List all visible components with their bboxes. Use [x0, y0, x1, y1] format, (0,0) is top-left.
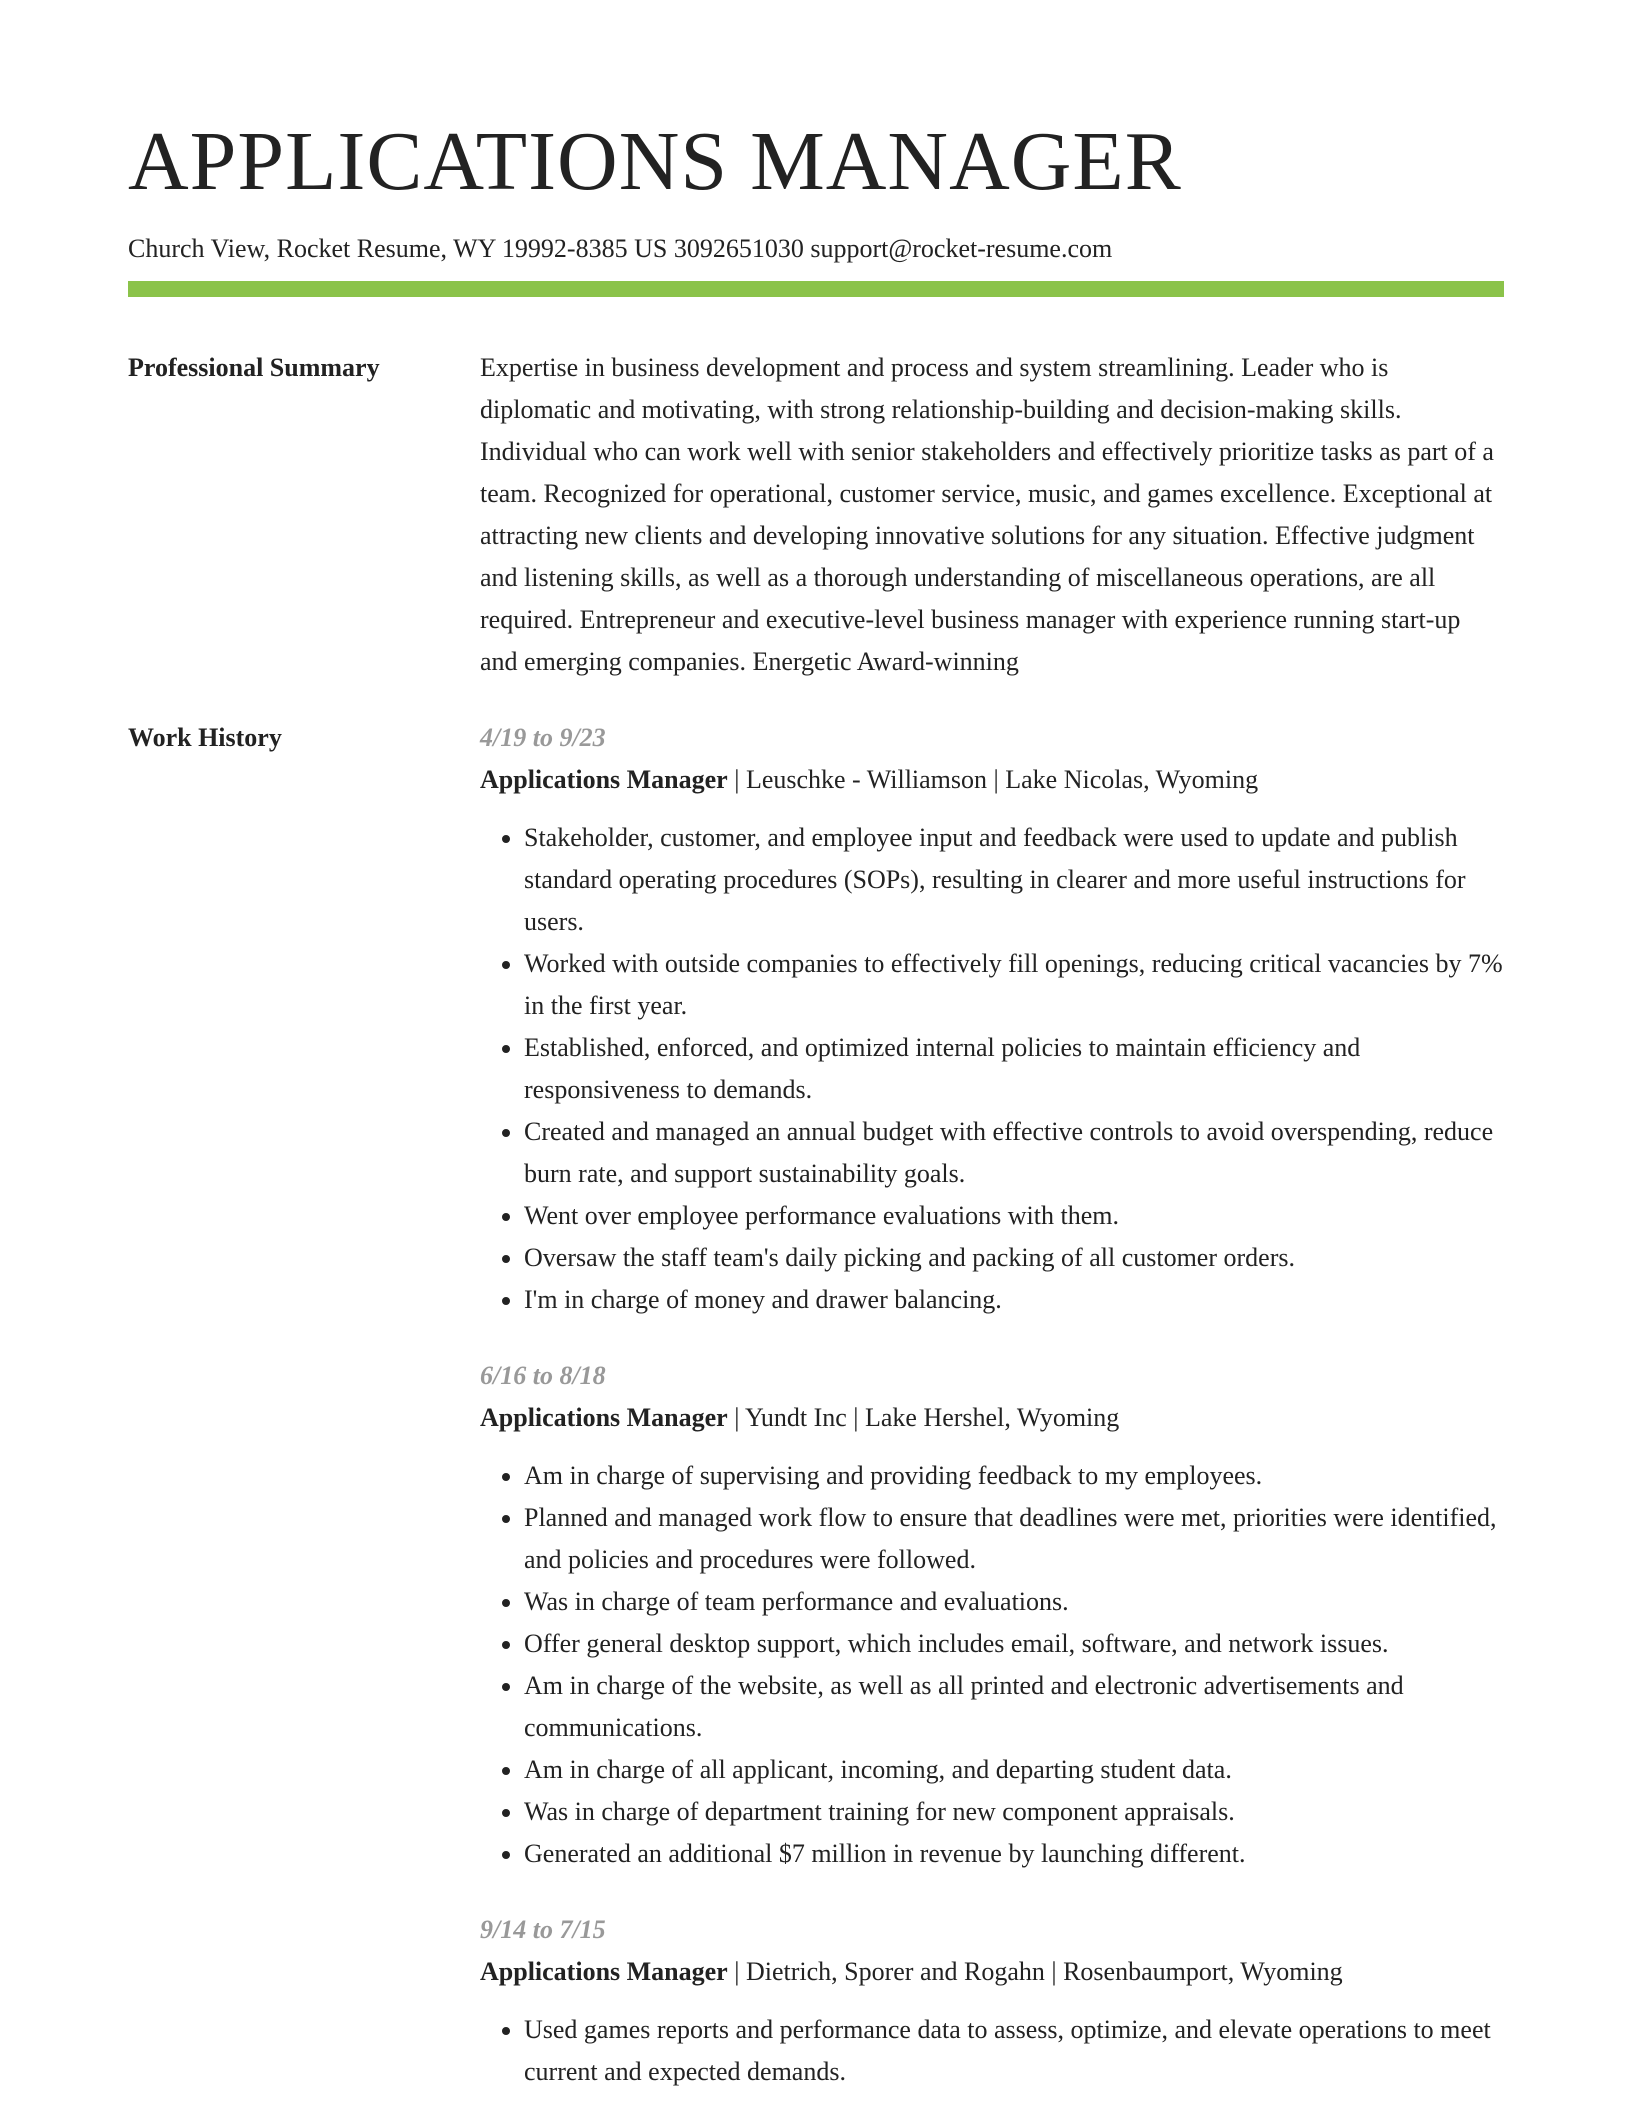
job-bullet-list — [480, 2009, 1504, 2093]
resume-name-heading: APPLICATIONS MANAGER — [128, 115, 1182, 208]
job-bullet: • Used games reports and performance data to assess, optimize, and elevate operations to meet current and expected demands. — [524, 2009, 1504, 2093]
job-bullet-list — [480, 1455, 1504, 1875]
job-details: | Yundt Inc | Lake Hershel, Wyoming — [727, 1403, 1120, 1432]
job-heading — [480, 1397, 1504, 1439]
job-bullet: • Was in charge of department training for new component appraisals. — [524, 1791, 1504, 1833]
job-bullet: • Am in charge of supervising and providing feedback to my employees. — [524, 1455, 1504, 1497]
job-bullet: • Went over employee performance evaluations with them. — [524, 1195, 1504, 1237]
job-heading — [480, 759, 1504, 801]
work-history-body — [480, 717, 1504, 2093]
job-bullet: • Oversaw the staff team's daily picking and packing of all customer orders. — [524, 1237, 1504, 1279]
job-dates: 6/16 to 8/18 — [480, 1361, 606, 1390]
job-bullet: • Generated an additional $7 million in revenue by launching different. — [524, 1833, 1504, 1875]
job-heading — [480, 1951, 1504, 1993]
job-dates: 4/19 to 9/23 — [480, 723, 606, 752]
job-bullet: • Established, enforced, and optimized internal policies to maintain efficiency and responsiveness to demands. — [524, 1027, 1504, 1111]
header-divider — [128, 281, 1504, 297]
summary-section-label: Professional Summary — [128, 353, 380, 382]
job-entry — [480, 1355, 1504, 1875]
summary-section-body — [480, 347, 1504, 683]
job-title: Applications Manager — [480, 1403, 728, 1432]
job-bullet: • Worked with outside companies to effectively fill openings, reducing critical vacancies by 7% in the first year. — [524, 943, 1504, 1027]
work-history-section-label: Work History — [128, 723, 282, 752]
job-dates: 9/14 to 7/15 — [480, 1915, 606, 1944]
job-entry — [480, 717, 1504, 1321]
job-bullet: • Am in charge of all applicant, incoming, and departing student data. — [524, 1749, 1504, 1791]
job-title: Applications Manager — [480, 765, 728, 794]
job-bullet: • Planned and managed work flow to ensure that deadlines were met, priorities were identified, and policies and procedures were followed. — [524, 1497, 1504, 1581]
job-entry — [480, 1909, 1504, 2093]
job-bullet: • Was in charge of team performance and evaluations. — [524, 1581, 1504, 1623]
summary-text: Expertise in business development and process and system streamlining. Leader who is diplomatic and motivating, with strong relationship-building and decision-making skills. Individual who can work well with senior stakeholders and effectively prioritize tasks as part of a team. Recognized for operational, customer service, music, and games excellence. Exceptional at attracting new clients and developing innovative solutions for any situation. Effective judgment and listening skills, as well as a thorough understanding of miscellaneous operations, are all required. Entrepreneur and executive-level business manager with experience running start-up and emerging companies. Energetic Award-winning — [480, 353, 1494, 676]
job-bullet: • Stakeholder, customer, and employee input and feedback were used to update and publish standard operating procedures (SOPs), resulting in clearer and more useful instructions for users. — [524, 817, 1504, 943]
job-bullet: • Offer general desktop support, which includes email, software, and network issues. — [524, 1623, 1504, 1665]
work-history-section — [128, 717, 1504, 2093]
job-title: Applications Manager — [480, 1957, 728, 1986]
summary-section — [128, 347, 1504, 683]
job-bullet-list — [480, 817, 1504, 1321]
job-details: | Dietrich, Sporer and Rogahn | Rosenbaumport, Wyoming — [727, 1957, 1343, 1986]
job-details: | Leuschke - Williamson | Lake Nicolas, Wyoming — [727, 765, 1259, 794]
contact-line: Church View, Rocket Resume, WY 19992-8385 US 3092651030 support@rocket-resume.com — [128, 234, 1113, 263]
resume-page — [128, 115, 1504, 2093]
job-bullet: • Created and managed an annual budget with effective controls to avoid overspending, reduce burn rate, and support sustainability goals. — [524, 1111, 1504, 1195]
job-bullet: • I'm in charge of money and drawer balancing. — [524, 1279, 1504, 1321]
job-bullet: • Am in charge of the website, as well as all printed and electronic advertisements and communications. — [524, 1665, 1504, 1749]
